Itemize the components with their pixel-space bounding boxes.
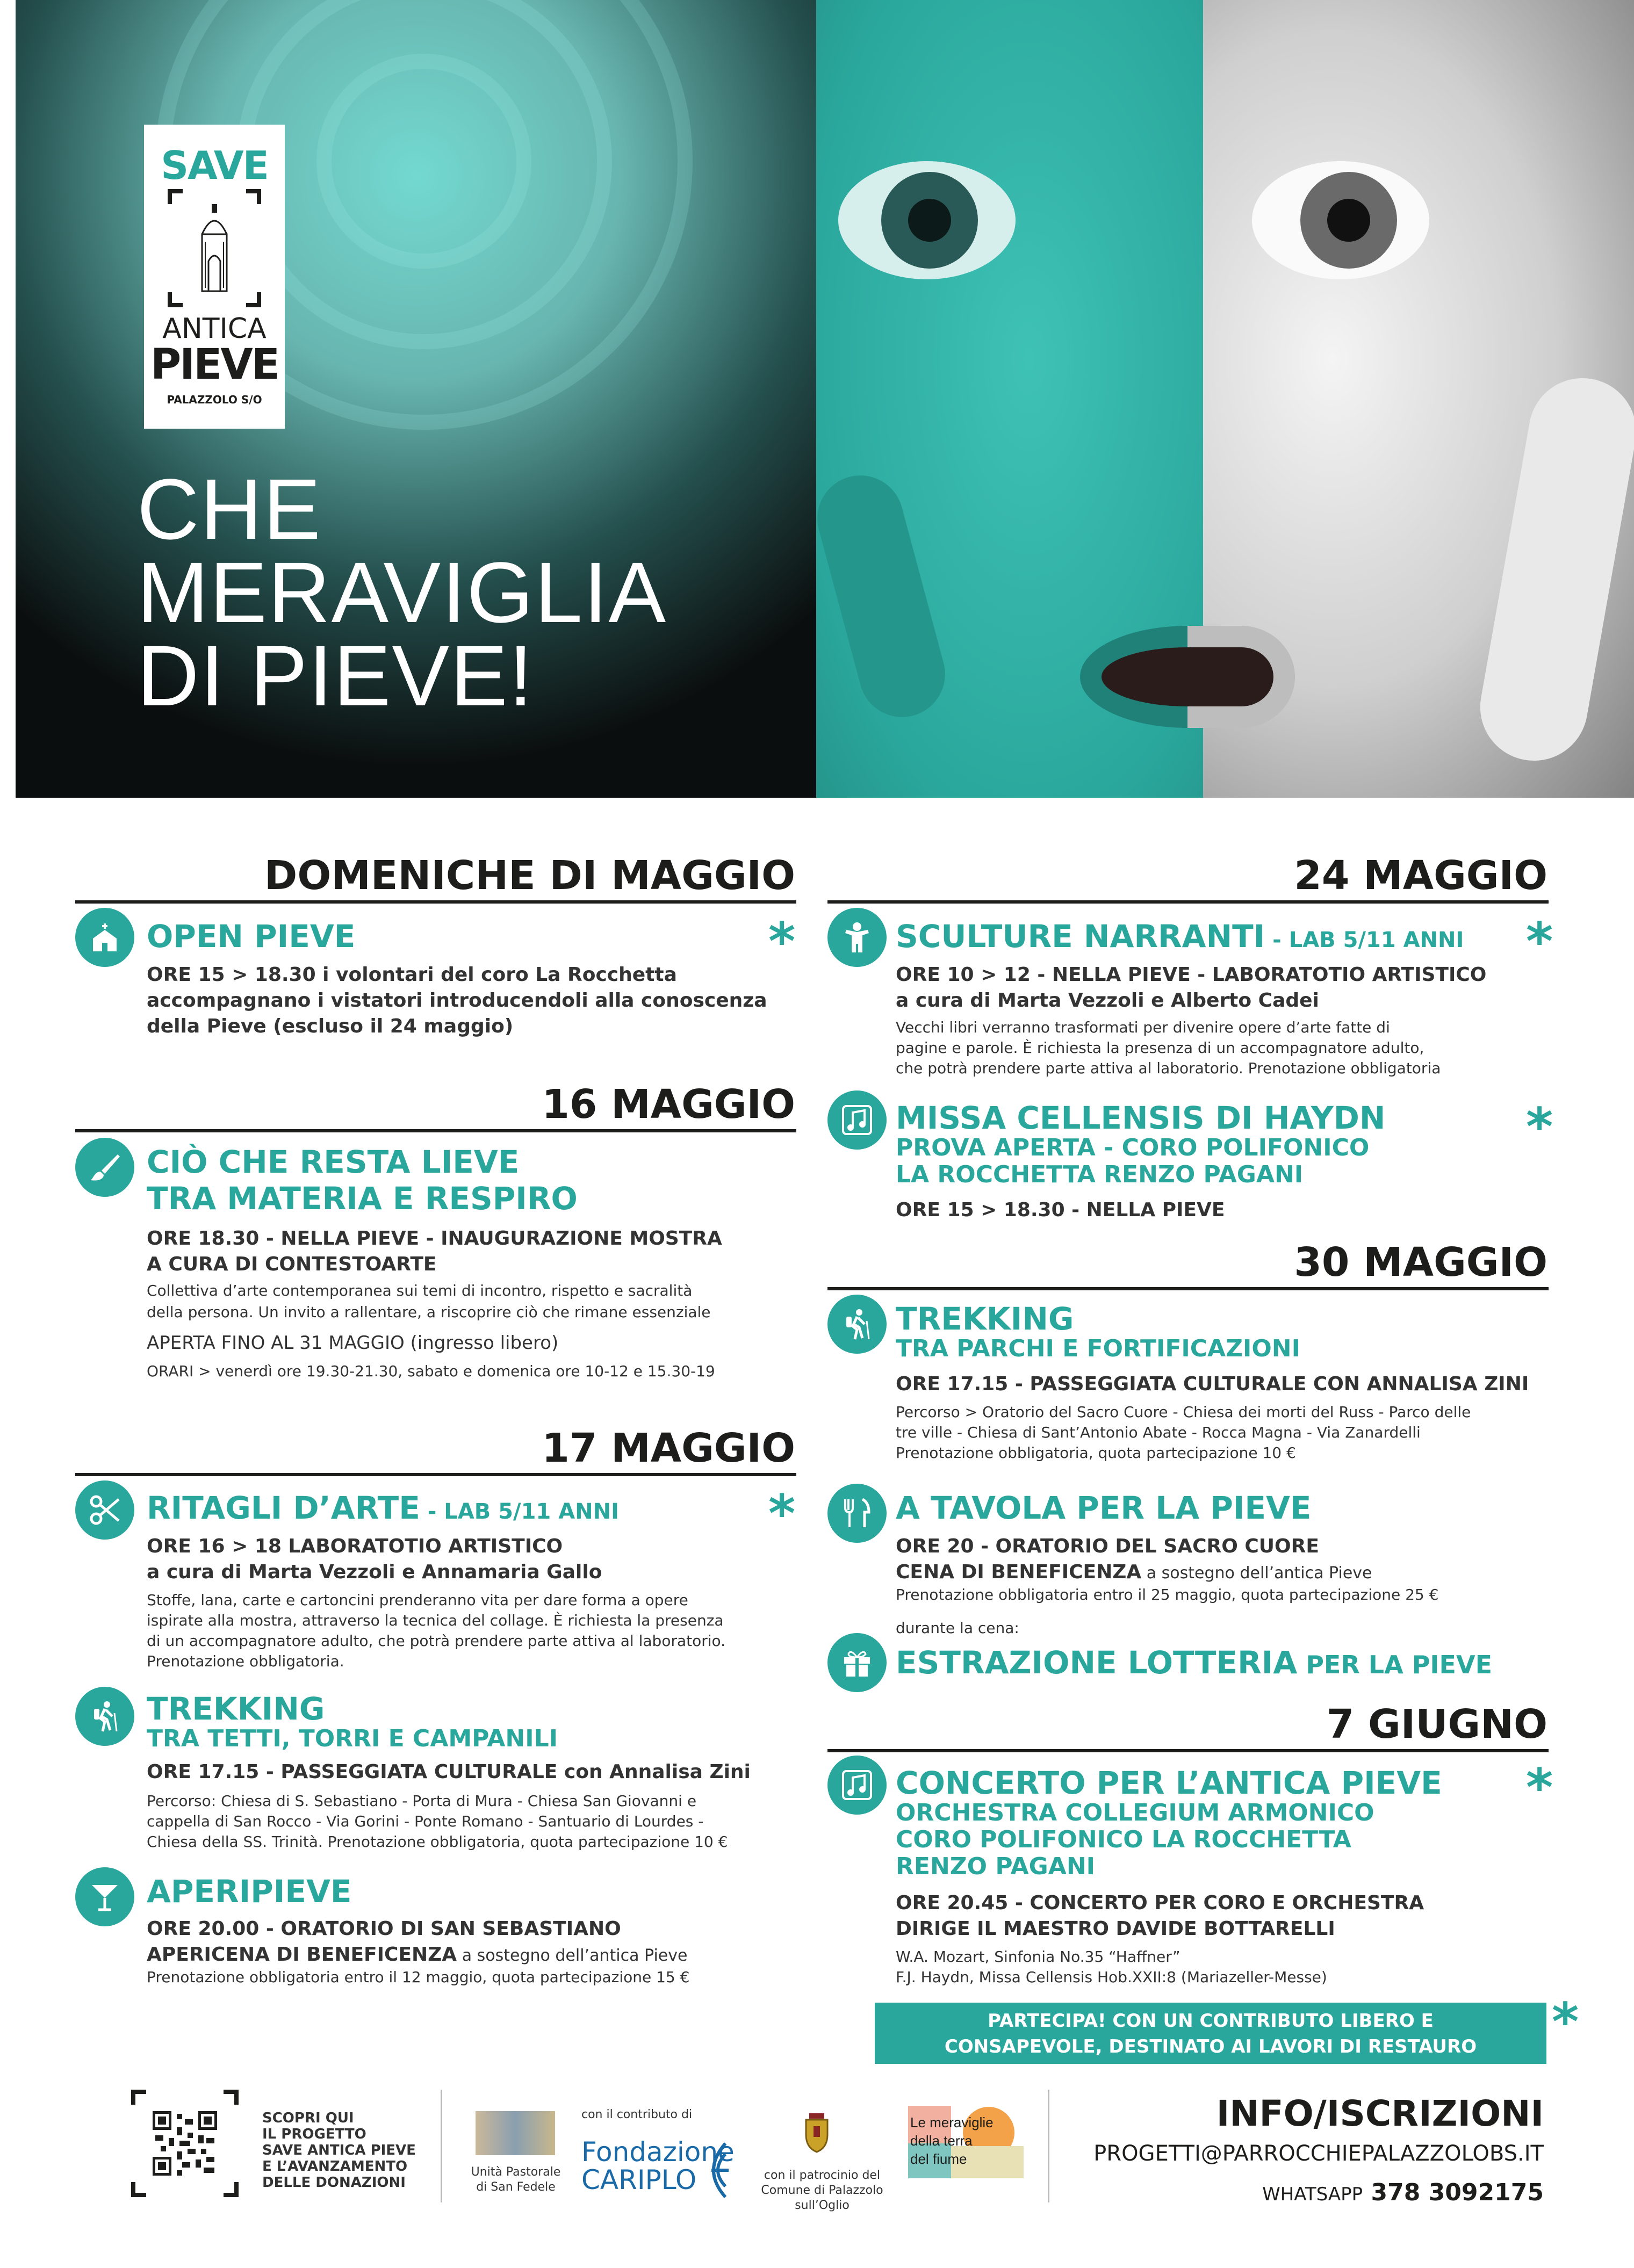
qr-code-icon: [153, 2111, 217, 2176]
event-desc: ORARI > venerdì ore 19.30-21.30, sabato e domenica ore 10-12 e 15.30-19: [147, 1362, 715, 1380]
event-desc: della persona. Un invito a rallentare, a riscoprire ciò che rimane essenziale: [147, 1303, 711, 1321]
event-age-tag: - LAB 5/11 ANNI: [420, 1499, 619, 1524]
meraviglie-line: della terra: [910, 2133, 973, 2149]
event-subtitle: CORO POLIFONICO LA ROCCHETTA: [896, 1826, 1351, 1853]
contact-email[interactable]: PROGETTI@PARROCCHIEPALAZZOLOBS.IT: [1093, 2141, 1544, 2166]
qr-caption-line: DELLE DONAZIONI: [262, 2175, 406, 2191]
whatsapp-contact[interactable]: [1262, 2179, 1544, 2206]
hero-title: [137, 461, 667, 724]
event-subtitle: LA ROCCHETTA RENZO PAGANI: [896, 1161, 1304, 1188]
logo-pieve-text: PIEVE: [150, 341, 279, 389]
church-facade-icon: [200, 202, 229, 293]
asterisk-icon: *: [768, 912, 796, 972]
event-title: [147, 1491, 619, 1528]
cutlery-icon: [827, 1484, 887, 1543]
event-text: ORE 18.30 - NELLA PIEVE - INAUGURAZIONE MOSTRA: [147, 1227, 722, 1249]
logo-antica-text: ANTICA: [162, 313, 267, 345]
event-title: CIÒ CHE RESTA LIEVE: [147, 1144, 520, 1180]
whatsapp-number: 378 3092175: [1371, 2179, 1544, 2206]
date-heading: 30 MAGGIO: [1294, 1239, 1547, 1285]
brush-icon: [75, 1138, 134, 1197]
event-subtitle: TRA PARCHI E FORTIFICAZIONI: [896, 1335, 1300, 1362]
event-text: accompagnano i vistatori introducendoli alla conoscenza: [147, 989, 767, 1012]
asterisk-icon: *: [1526, 912, 1553, 972]
music-note-icon: [827, 1756, 887, 1815]
date-rule: [75, 900, 796, 904]
right-pupil: [1327, 199, 1370, 242]
unita-pastorale-caption: [467, 2165, 564, 2195]
event-desc: F.J. Haydn, Missa Cellensis Hob.XXII:8 (Mariazeller-Messe): [896, 1968, 1327, 1986]
event-text: ORE 17.15 - PASSEGGIATA CULTURALE con Annalisa Zini: [147, 1761, 751, 1783]
child-icon: [827, 908, 887, 967]
event-desc: pagine e parole. È richiesta la presenza di un accompagnatore adulto,: [896, 1039, 1424, 1057]
event-desc: Prenotazione obbligatoria entro il 12 maggio, quota partecipazione 15 €: [147, 1968, 690, 1986]
event-text-plain: a sostegno dell’antica Pieve: [1141, 1564, 1372, 1583]
date-rule: [827, 900, 1549, 904]
event-desc: W.A. Mozart, Sinfonia No.35 “Haffner”: [896, 1948, 1180, 1966]
event-desc: tre ville - Chiesa di Sant’Antonio Abate - Rocca Magna - Via Zanardelli: [896, 1424, 1421, 1441]
event-title: A TAVOLA PER LA PIEVE: [896, 1490, 1312, 1526]
event-text: [147, 1942, 687, 1968]
event-desc: di un accompagnatore adulto, che potrà prendere parte attiva al laboratorio.: [147, 1632, 726, 1650]
comune-crest-icon: [801, 2111, 833, 2154]
event-text: della Pieve (escluso il 24 maggio): [147, 1015, 514, 1037]
event-text: ORE 20 - ORATORIO DEL SACRO CUORE: [896, 1535, 1319, 1557]
info-heading: INFO/ISCRIZIONI: [1216, 2093, 1544, 2134]
hero-title-line: MERAVIGLIA: [137, 544, 667, 640]
caption-line: con il patrocinio del: [764, 2169, 881, 2182]
event-subtitle: ORCHESTRA COLLEGIUM ARMONICO: [896, 1799, 1374, 1826]
patrocinio-caption: [742, 2168, 903, 2213]
partecipa-banner: [875, 2003, 1546, 2064]
event-text: ORE 16 > 18 LABORATOTIO ARTISTICO: [147, 1535, 563, 1557]
event-title: OPEN PIEVE: [147, 918, 356, 955]
event-text: ORE 20.00 - ORATORIO DI SAN SEBASTIANO: [147, 1918, 621, 1940]
event-text: a cura di Marta Vezzoli e Annamaria Gallo: [147, 1561, 602, 1583]
event-title: CONCERTO PER L’ANTICA PIEVE: [896, 1765, 1442, 1801]
event-desc: Stoffe, lana, carte e cartoncini prenderanno vita per dare forma a opere: [147, 1591, 688, 1609]
cariplo-line: CARIPLO: [581, 2164, 697, 2195]
qr-code[interactable]: [131, 2090, 239, 2197]
date-rule: [75, 1129, 796, 1132]
qr-caption-line: E L’AVANZAMENTO: [262, 2158, 408, 2175]
event-desc: Percorso > Oratorio del Sacro Cuore - Chiesa dei morti del Russ - Parco delle: [896, 1403, 1471, 1421]
event-desc: durante la cena:: [896, 1619, 1019, 1637]
scissors-icon: [75, 1480, 134, 1540]
caption-line: Unità Pastorale: [471, 2165, 561, 2179]
event-text: [896, 1560, 1372, 1586]
event-title: MISSA CELLENSIS DI HAYDN: [896, 1100, 1386, 1136]
meraviglie-terra-fiume-logo: [908, 2106, 1024, 2178]
event-desc: Chiesa della SS. Trinità. Prenotazione obbligatoria, quota partecipazione 10 €: [147, 1833, 728, 1851]
church-icon: [75, 908, 134, 967]
event-desc: ispirate alla mostra, attraverso la tecnica del collage. È richiesta la presenza: [147, 1612, 724, 1629]
unita-pastorale-logo: [476, 2111, 555, 2155]
date-rule: [827, 1287, 1549, 1290]
event-title: [896, 920, 1464, 957]
event-desc: che potrà prendere parte attiva al laboratorio. Prenotazione obbligatoria: [896, 1059, 1441, 1077]
event-title-text: ESTRAZIONE LOTTERIA: [896, 1644, 1298, 1681]
event-text: DIRIGE IL MAESTRO DAVIDE BOTTARELLI: [896, 1918, 1335, 1940]
left-pupil: [908, 199, 951, 242]
event-desc: Collettiva d’arte contemporanea sui temi di incontro, rispetto e sacralità: [147, 1282, 693, 1299]
event-desc: cappella di San Rocco - Via Gorini - Ponte Romano - Santuario di Lourdes -: [147, 1812, 704, 1830]
date-rule: [827, 1749, 1549, 1752]
event-text: ORE 15 > 18.30 - NELLA PIEVE: [896, 1199, 1225, 1221]
whatsapp-label: WHATSAPP: [1262, 2184, 1363, 2205]
event-desc: Vecchi libri verranno trasformati per divenire opere d’arte fatte di: [896, 1019, 1390, 1036]
caption-line: di San Fedele: [476, 2180, 556, 2194]
open-mouth-grey: [1187, 626, 1295, 728]
event-text-strong: APERICENA DI BENEFICENZA: [147, 1944, 457, 1966]
event-desc: Prenotazione obbligatoria, quota partecipazione 10 €: [896, 1444, 1296, 1462]
logo-frame: [168, 189, 261, 307]
hero-title-line: DI PIEVE!: [137, 627, 534, 724]
event-subtitle: TRA TETTI, TORRI E CAMPANILI: [147, 1725, 558, 1752]
hero-title-line: CHE: [137, 461, 322, 557]
music-note-icon: [827, 1090, 887, 1150]
save-antica-pieve-logo: [144, 125, 285, 429]
event-title-text: SCULTURE NARRANTI: [896, 918, 1265, 955]
event-text: A CURA DI CONTESTOARTE: [147, 1253, 437, 1275]
event-text: APERTA FINO AL 31 MAGGIO (ingresso libero): [147, 1332, 559, 1354]
event-desc: Prenotazione obbligatoria entro il 25 maggio, quota partecipazione 25 €: [896, 1586, 1439, 1604]
footer-divider: [1048, 2090, 1049, 2202]
meraviglie-line: Le meraviglie: [910, 2114, 994, 2130]
footer-divider: [441, 2090, 442, 2202]
event-text: ORE 17.15 - PASSEGGIATA CULTURALE CON ANNALISA ZINI: [896, 1373, 1529, 1395]
cariplo-mark-icon: [699, 2138, 730, 2202]
gift-icon: [827, 1633, 887, 1692]
event-age-tag: - LAB 5/11 ANNI: [1265, 928, 1464, 952]
event-text: a cura di Marta Vezzoli e Alberto Cadei: [896, 989, 1319, 1012]
asterisk-icon: *: [1552, 1992, 1579, 2052]
hiking-icon: [75, 1687, 134, 1746]
event-text-strong: CENA DI BENEFICENZA: [896, 1561, 1142, 1583]
event-title-tag: PER LA PIEVE: [1297, 1650, 1492, 1679]
asterisk-icon: *: [1526, 1758, 1553, 1818]
contributo-caption: con il contributo di: [581, 2108, 693, 2121]
event-title: TREKKING: [147, 1691, 325, 1727]
asterisk-icon: *: [1526, 1097, 1553, 1157]
event-text: ORE 10 > 12 - NELLA PIEVE - LABORATOTIO ARTISTICO: [896, 964, 1487, 986]
event-desc: Percorso: Chiesa di S. Sebastiano - Porta di Mura - Chiesa San Giovanni e: [147, 1792, 697, 1810]
meraviglie-line: del fiume: [910, 2151, 967, 2167]
qr-caption: [262, 2110, 416, 2191]
event-subtitle: TRA MATERIA E RESPIRO: [147, 1180, 578, 1217]
date-heading: DOMENICHE DI MAGGIO: [264, 853, 795, 899]
event-subtitle: RENZO PAGANI: [896, 1853, 1096, 1880]
event-subtitle: PROVA APERTA - CORO POLIFONICO: [896, 1134, 1370, 1161]
logo-save-text: SAVE: [161, 143, 268, 188]
logo-place-text: PALAZZOLO S/O: [167, 393, 262, 406]
date-heading: 17 MAGGIO: [542, 1425, 795, 1471]
qr-caption-line: SCOPRI QUI: [262, 2110, 354, 2126]
event-text: ORE 20.45 - CONCERTO PER CORO E ORCHESTRA: [896, 1892, 1424, 1914]
cariplo-line: Fondazione: [581, 2136, 735, 2168]
event-desc: Prenotazione obbligatoria.: [147, 1652, 344, 1670]
qr-caption-line: IL PROGETTO: [262, 2126, 366, 2142]
date-heading: 7 GIUGNO: [1326, 1701, 1547, 1747]
date-rule: [75, 1473, 796, 1476]
asterisk-icon: *: [768, 1484, 796, 1544]
partecipa-line: CONSAPEVOLE, DESTINATO AI LAVORI DI RESTAURO: [944, 2036, 1477, 2057]
caption-line: Comune di Palazzolo sull’Oglio: [761, 2184, 883, 2212]
event-text: ORE 15 > 18.30 i volontari del coro La Rocchetta: [147, 964, 677, 986]
hiking-icon: [827, 1295, 887, 1354]
date-heading: 16 MAGGIO: [542, 1081, 795, 1128]
event-title: [896, 1646, 1492, 1681]
qr-caption-line: SAVE ANTICA PIEVE: [262, 2142, 416, 2158]
partecipa-line: PARTECIPA! CON UN CONTRIBUTO LIBERO E: [988, 2010, 1434, 2032]
event-title-text: RITAGLI D’ARTE: [147, 1490, 420, 1526]
event-title: TREKKING: [896, 1301, 1074, 1337]
event-title: APERIPIEVE: [147, 1873, 352, 1910]
event-text-plain: a sostegno dell’antica Pieve: [457, 1946, 688, 1965]
date-heading: 24 MAGGIO: [1294, 853, 1547, 899]
cocktail-icon: [75, 1867, 134, 1926]
